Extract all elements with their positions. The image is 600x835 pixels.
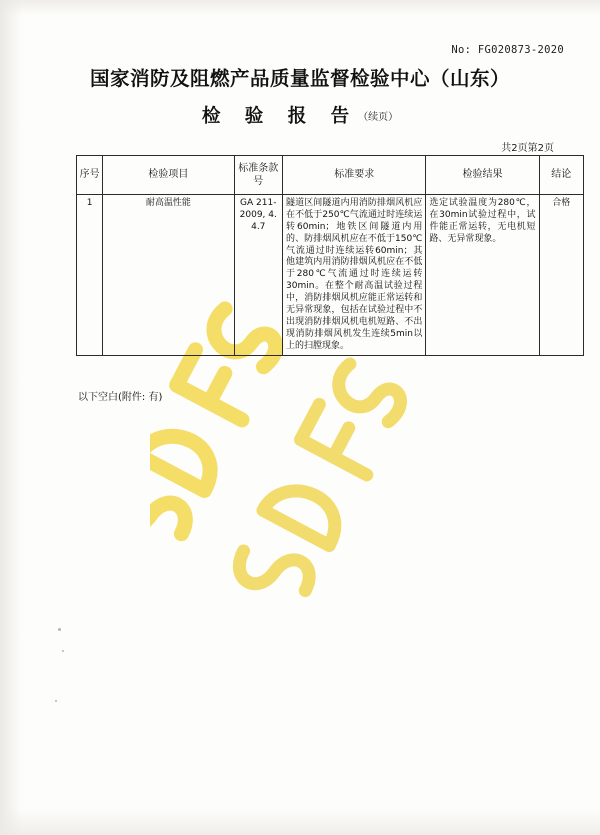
requirement-text: 隧道区间隧道内用消防排烟风机应在不低于250℃气流通过时连续运转60min；地铁区间隧道内用的、防排烟风机应在不低于150℃气流通过时连续运转60min；其他建筑内用消防排烟风机应在不低于280℃气流通过时连续运转30min。在整个耐高温试验过程中，消防排烟风机应能正常运转和无异常现象，包括在试验过程中不出现消防排烟风机电机短路、不出现消防排烟风机发生连续5min以上的扫膛现象。: [286, 198, 423, 351]
scan-shadow-top: [0, 0, 600, 16]
below-blank-note: 以下空白(附件: 有): [78, 392, 163, 403]
cell-clause: GA 211-2009, 4.4.7: [234, 195, 282, 356]
header-requirement: 标准要求: [283, 156, 426, 195]
scan-speck: [62, 650, 64, 652]
scan-speck: [58, 628, 61, 631]
page-title: 国家消防及阻燃产品质量监督检验中心（山东）: [89, 67, 510, 90]
cell-requirement: [283, 195, 426, 356]
cell-result: 选定试验温度为280℃，在30min试验过程中，试件能正常运转，无电机短路、无异常现象。: [426, 195, 539, 356]
scan-shadow-bottom: [0, 809, 600, 835]
document-number: No: FG020873-2020: [451, 44, 564, 56]
header-item: 检验项目: [103, 156, 234, 195]
table-header-row: [77, 156, 584, 195]
cell-item: 耐高温性能: [103, 195, 234, 356]
inspection-result-table: [76, 155, 584, 356]
report-subtitle-note: （续页）: [358, 112, 399, 123]
scan-speck: [55, 700, 57, 702]
header-verdict: 结论: [539, 156, 583, 195]
page-count-label: 共2页第2页: [501, 143, 554, 154]
header-no: 序号: [77, 156, 103, 195]
report-subtitle: 检 验 报 告: [201, 106, 359, 127]
cell-verdict: 合格: [539, 195, 583, 356]
report-subtitle-wrap: [0, 102, 600, 128]
cell-no: 1: [77, 195, 103, 356]
header-clause: 标准条款号: [234, 156, 282, 195]
table-row: [77, 195, 584, 356]
header-result: 检验结果: [426, 156, 539, 195]
